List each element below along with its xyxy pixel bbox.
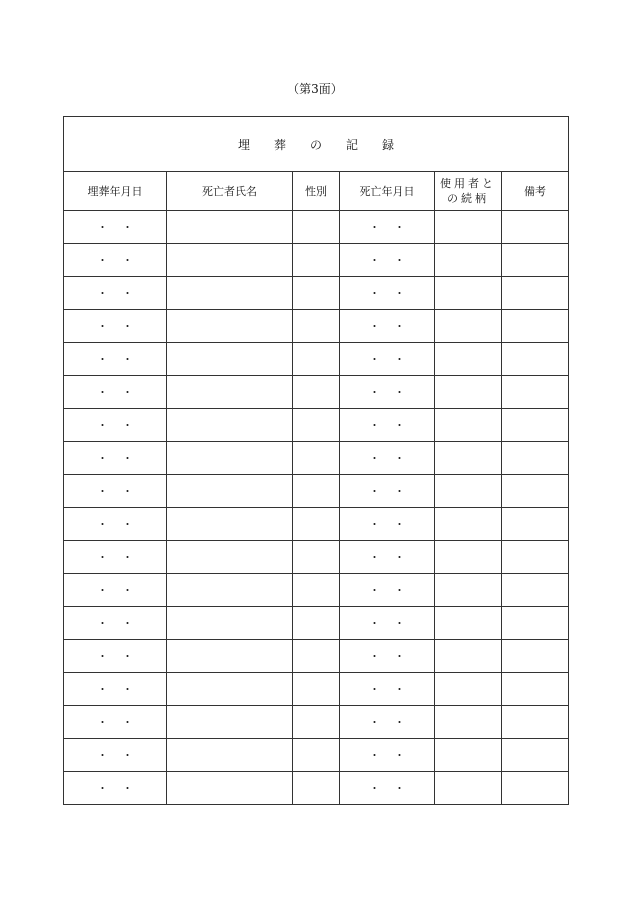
cell-burial-date[interactable] [64,409,167,442]
date-placeholder: ・・ [97,254,147,267]
cell-sex[interactable] [293,574,340,607]
date-placeholder: ・・ [369,716,419,729]
cell-deceased-name[interactable] [167,244,293,277]
cell-burial-date[interactable] [64,673,167,706]
cell-remarks[interactable] [502,475,569,508]
date-placeholder: ・・ [369,386,419,399]
table-row [64,772,569,805]
cell-relationship[interactable] [435,475,502,508]
date-placeholder: ・・ [97,386,147,399]
cell-remarks[interactable] [502,673,569,706]
cell-remarks[interactable] [502,310,569,343]
title-row [64,117,569,172]
date-placeholder: ・・ [97,683,147,696]
date-placeholder: ・・ [97,749,147,762]
date-placeholder: ・・ [369,452,419,465]
cell-deceased-name[interactable] [167,508,293,541]
cell-relationship[interactable] [435,673,502,706]
header-relationship-line2: の続柄 [447,192,489,205]
cell-deceased-name[interactable] [167,541,293,574]
table-row [64,706,569,739]
cell-relationship[interactable] [435,739,502,772]
cell-sex[interactable] [293,541,340,574]
date-placeholder: ・・ [97,782,147,795]
cell-burial-date[interactable] [64,706,167,739]
cell-remarks[interactable] [502,277,569,310]
cell-burial-date[interactable] [64,508,167,541]
cell-sex[interactable] [293,211,340,244]
page-label: （第3面） [287,82,343,96]
cell-sex[interactable] [293,739,340,772]
cell-sex[interactable] [293,475,340,508]
cell-deceased-name[interactable] [167,772,293,805]
cell-sex[interactable] [293,343,340,376]
cell-burial-date[interactable] [64,376,167,409]
cell-sex[interactable] [293,508,340,541]
cell-death-date[interactable] [340,409,435,442]
cell-deceased-name[interactable] [167,442,293,475]
header-death-date: 死亡年月日 [340,172,435,211]
table-row [64,574,569,607]
cell-sex[interactable] [293,706,340,739]
cell-relationship[interactable] [435,772,502,805]
cell-deceased-name[interactable] [167,211,293,244]
cell-deceased-name[interactable] [167,574,293,607]
cell-death-date[interactable] [340,739,435,772]
table-row [64,442,569,475]
cell-remarks[interactable] [502,244,569,277]
cell-death-date[interactable] [340,640,435,673]
cell-remarks[interactable] [502,772,569,805]
date-placeholder: ・・ [97,287,147,300]
date-placeholder: ・・ [369,749,419,762]
cell-relationship[interactable] [435,442,502,475]
table-row [64,376,569,409]
date-placeholder: ・・ [97,716,147,729]
cell-sex[interactable] [293,673,340,706]
date-placeholder: ・・ [369,254,419,267]
cell-deceased-name[interactable] [167,706,293,739]
header-row [64,172,569,211]
table-row [64,739,569,772]
cell-deceased-name[interactable] [167,607,293,640]
burial-record-table [63,116,569,805]
cell-deceased-name[interactable] [167,409,293,442]
cell-death-date[interactable] [340,343,435,376]
cell-deceased-name[interactable] [167,343,293,376]
cell-remarks[interactable] [502,211,569,244]
cell-relationship[interactable] [435,640,502,673]
cell-burial-date[interactable] [64,640,167,673]
cell-sex[interactable] [293,607,340,640]
cell-remarks[interactable] [502,541,569,574]
date-placeholder: ・・ [369,782,419,795]
cell-relationship[interactable] [435,244,502,277]
cell-deceased-name[interactable] [167,310,293,343]
table-row [64,541,569,574]
cell-remarks[interactable] [502,376,569,409]
header-sex: 性別 [293,172,340,211]
table-row [64,640,569,673]
cell-remarks[interactable] [502,442,569,475]
table-row [64,244,569,277]
date-placeholder: ・・ [369,485,419,498]
table-row [64,475,569,508]
date-placeholder: ・・ [369,221,419,234]
cell-sex[interactable] [293,244,340,277]
cell-remarks[interactable] [502,607,569,640]
header-relationship-line1: 使用者と [440,177,496,190]
cell-sex[interactable] [293,640,340,673]
cell-relationship[interactable] [435,310,502,343]
cell-burial-date[interactable] [64,475,167,508]
cell-death-date[interactable] [340,376,435,409]
cell-death-date[interactable] [340,211,435,244]
table-row [64,607,569,640]
date-placeholder: ・・ [369,518,419,531]
header-relationship [435,172,502,211]
date-placeholder: ・・ [369,683,419,696]
date-placeholder: ・・ [369,419,419,432]
date-placeholder: ・・ [369,353,419,366]
date-placeholder: ・・ [97,617,147,630]
cell-remarks[interactable] [502,409,569,442]
cell-remarks[interactable] [502,508,569,541]
table-row [64,508,569,541]
header-burial-date: 埋葬年月日 [64,172,167,211]
table-row [64,310,569,343]
table-row [64,409,569,442]
cell-deceased-name[interactable] [167,739,293,772]
date-placeholder: ・・ [369,584,419,597]
cell-remarks[interactable] [502,574,569,607]
cell-death-date[interactable] [340,574,435,607]
date-placeholder: ・・ [97,353,147,366]
table-row [64,343,569,376]
cell-burial-date[interactable] [64,739,167,772]
cell-deceased-name[interactable] [167,640,293,673]
cell-remarks[interactable] [502,640,569,673]
cell-death-date[interactable] [340,508,435,541]
header-remarks: 備考 [502,172,569,211]
cell-death-date[interactable] [340,310,435,343]
table-row [64,673,569,706]
date-placeholder: ・・ [97,551,147,564]
date-placeholder: ・・ [97,320,147,333]
cell-relationship[interactable] [435,277,502,310]
date-placeholder: ・・ [369,650,419,663]
cell-deceased-name[interactable] [167,277,293,310]
cell-death-date[interactable] [340,244,435,277]
cell-relationship[interactable] [435,211,502,244]
cell-burial-date[interactable] [64,310,167,343]
cell-relationship[interactable] [435,508,502,541]
date-placeholder: ・・ [97,419,147,432]
cell-sex[interactable] [293,442,340,475]
cell-burial-date[interactable] [64,772,167,805]
cell-remarks[interactable] [502,739,569,772]
cell-death-date[interactable] [340,706,435,739]
date-placeholder: ・・ [97,650,147,663]
cell-deceased-name[interactable] [167,673,293,706]
cell-burial-date[interactable] [64,574,167,607]
date-placeholder: ・・ [97,485,147,498]
cell-burial-date[interactable] [64,442,167,475]
cell-deceased-name[interactable] [167,376,293,409]
cell-burial-date[interactable] [64,244,167,277]
cell-sex[interactable] [293,376,340,409]
date-placeholder: ・・ [369,287,419,300]
cell-sex[interactable] [293,310,340,343]
cell-death-date[interactable] [340,673,435,706]
cell-deceased-name[interactable] [167,475,293,508]
cell-relationship[interactable] [435,343,502,376]
cell-death-date[interactable] [340,277,435,310]
date-placeholder: ・・ [369,551,419,564]
cell-death-date[interactable] [340,541,435,574]
cell-burial-date[interactable] [64,343,167,376]
date-placeholder: ・・ [97,584,147,597]
cell-relationship[interactable] [435,607,502,640]
cell-burial-date[interactable] [64,541,167,574]
cell-sex[interactable] [293,409,340,442]
cell-relationship[interactable] [435,574,502,607]
header-deceased-name: 死亡者氏名 [167,172,293,211]
date-placeholder: ・・ [97,518,147,531]
table-row [64,211,569,244]
cell-death-date[interactable] [340,607,435,640]
cell-burial-date[interactable] [64,211,167,244]
date-placeholder: ・・ [369,320,419,333]
cell-relationship[interactable] [435,706,502,739]
cell-death-date[interactable] [340,475,435,508]
cell-burial-date[interactable] [64,607,167,640]
cell-sex[interactable] [293,772,340,805]
cell-death-date[interactable] [340,772,435,805]
cell-remarks[interactable] [502,706,569,739]
cell-burial-date[interactable] [64,277,167,310]
date-placeholder: ・・ [97,221,147,234]
date-placeholder: ・・ [97,452,147,465]
cell-death-date[interactable] [340,442,435,475]
cell-relationship[interactable] [435,541,502,574]
cell-remarks[interactable] [502,343,569,376]
cell-relationship[interactable] [435,376,502,409]
table-row [64,277,569,310]
table-title: 埋葬の記録 [238,137,419,152]
cell-sex[interactable] [293,277,340,310]
date-placeholder: ・・ [369,617,419,630]
table-title-cell [64,117,569,172]
cell-relationship[interactable] [435,409,502,442]
